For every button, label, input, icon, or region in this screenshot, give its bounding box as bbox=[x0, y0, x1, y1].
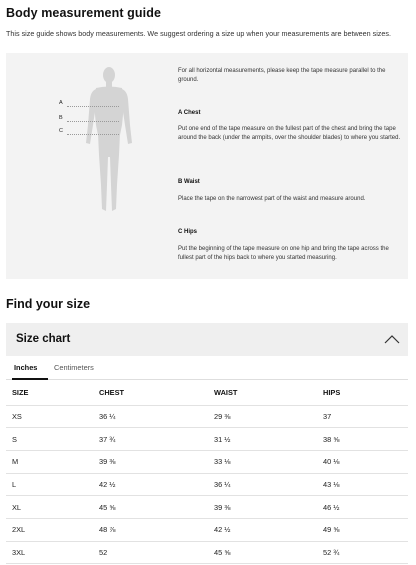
size-cell: S bbox=[6, 428, 93, 451]
chest-cell: 39 ⅜ bbox=[93, 450, 208, 473]
waist-cell: 29 ⅜ bbox=[208, 405, 317, 428]
measure-label-c: C bbox=[59, 128, 63, 134]
size-chart-table bbox=[6, 381, 408, 564]
chest-cell: 36 ¼ bbox=[93, 405, 208, 428]
hips-instructions: Put the beginning of the tape measure on one hip and bring the tape across the fullest part of the hips back to where you started measuring. bbox=[178, 246, 389, 261]
tab-centimeters[interactable]: Centimeters bbox=[54, 363, 94, 372]
table-row bbox=[6, 541, 408, 564]
size-cell: 2XL bbox=[6, 518, 93, 541]
measure-line-waist bbox=[67, 121, 119, 122]
hips-cell: 49 ⅝ bbox=[317, 518, 408, 541]
column-header-size: SIZE bbox=[6, 381, 93, 405]
measure-line-hips bbox=[67, 134, 119, 135]
size-cell: XL bbox=[6, 496, 93, 519]
chevron-up-icon[interactable] bbox=[384, 332, 400, 346]
measure-line-chest bbox=[67, 106, 119, 107]
waist-cell: 45 ⅝ bbox=[208, 541, 317, 564]
size-cell: 3XL bbox=[6, 541, 93, 564]
chest-cell: 37 ¾ bbox=[93, 428, 208, 451]
table-row bbox=[6, 428, 408, 451]
table-row bbox=[6, 518, 408, 541]
size-guide-intro: This size guide shows body measurements. We suggest ordering a size up when your measurements are between sizes. bbox=[6, 29, 391, 38]
waist-cell: 31 ½ bbox=[208, 428, 317, 451]
table-row bbox=[6, 473, 408, 496]
waist-cell: 42 ½ bbox=[208, 518, 317, 541]
hips-cell: 46 ½ bbox=[317, 496, 408, 519]
hips-cell: 43 ⅛ bbox=[317, 473, 408, 496]
chest-cell: 42 ½ bbox=[93, 473, 208, 496]
size-cell: XS bbox=[6, 405, 93, 428]
measure-label-b: B bbox=[59, 115, 63, 121]
column-header-hips: HIPS bbox=[317, 381, 408, 405]
table-row bbox=[6, 496, 408, 519]
hips-heading: C Hips bbox=[178, 229, 198, 235]
unit-tabs bbox=[6, 358, 408, 380]
column-header-waist: WAIST bbox=[208, 381, 317, 405]
body-silhouette-figure bbox=[82, 65, 136, 215]
hips-cell: 40 ⅛ bbox=[317, 450, 408, 473]
column-header-chest: CHEST bbox=[93, 381, 208, 405]
size-cell: L bbox=[6, 473, 93, 496]
general-note: For all horizontal measurements, please keep the tape measure parallel to the ground. bbox=[178, 68, 386, 83]
table-row bbox=[6, 405, 408, 428]
waist-heading: B Waist bbox=[178, 179, 200, 185]
measurement-guide-panel bbox=[6, 53, 408, 279]
measure-label-a: A bbox=[59, 100, 63, 106]
waist-instructions: Place the tape on the narrowest part of the waist and measure around. bbox=[178, 196, 366, 202]
hips-cell: 37 bbox=[317, 405, 408, 428]
chest-heading: A Chest bbox=[178, 110, 201, 116]
size-chart-header[interactable] bbox=[6, 323, 408, 356]
active-tab-underline bbox=[12, 378, 48, 380]
body-figure-area bbox=[6, 53, 172, 279]
table-header-row bbox=[6, 381, 408, 405]
size-cell: M bbox=[6, 450, 93, 473]
waist-cell: 39 ⅜ bbox=[208, 496, 317, 519]
chest-cell: 48 ⅞ bbox=[93, 518, 208, 541]
tab-inches[interactable]: Inches bbox=[14, 363, 38, 372]
hips-cell: 38 ⅝ bbox=[317, 428, 408, 451]
waist-cell: 33 ⅛ bbox=[208, 450, 317, 473]
page-title: Body measurement guide bbox=[6, 6, 162, 20]
table-row bbox=[6, 450, 408, 473]
waist-cell: 36 ¼ bbox=[208, 473, 317, 496]
hips-cell: 52 ¾ bbox=[317, 541, 408, 564]
chest-cell: 45 ⅝ bbox=[93, 496, 208, 519]
chest-instructions: Put one end of the tape measure on the fullest part of the chest and bring the tape around the back (under the armpits, over the shoulder blades) to where you started. bbox=[178, 126, 401, 141]
find-size-title: Find your size bbox=[6, 297, 91, 311]
size-chart-title: Size chart bbox=[16, 333, 71, 345]
chest-cell: 52 bbox=[93, 541, 208, 564]
